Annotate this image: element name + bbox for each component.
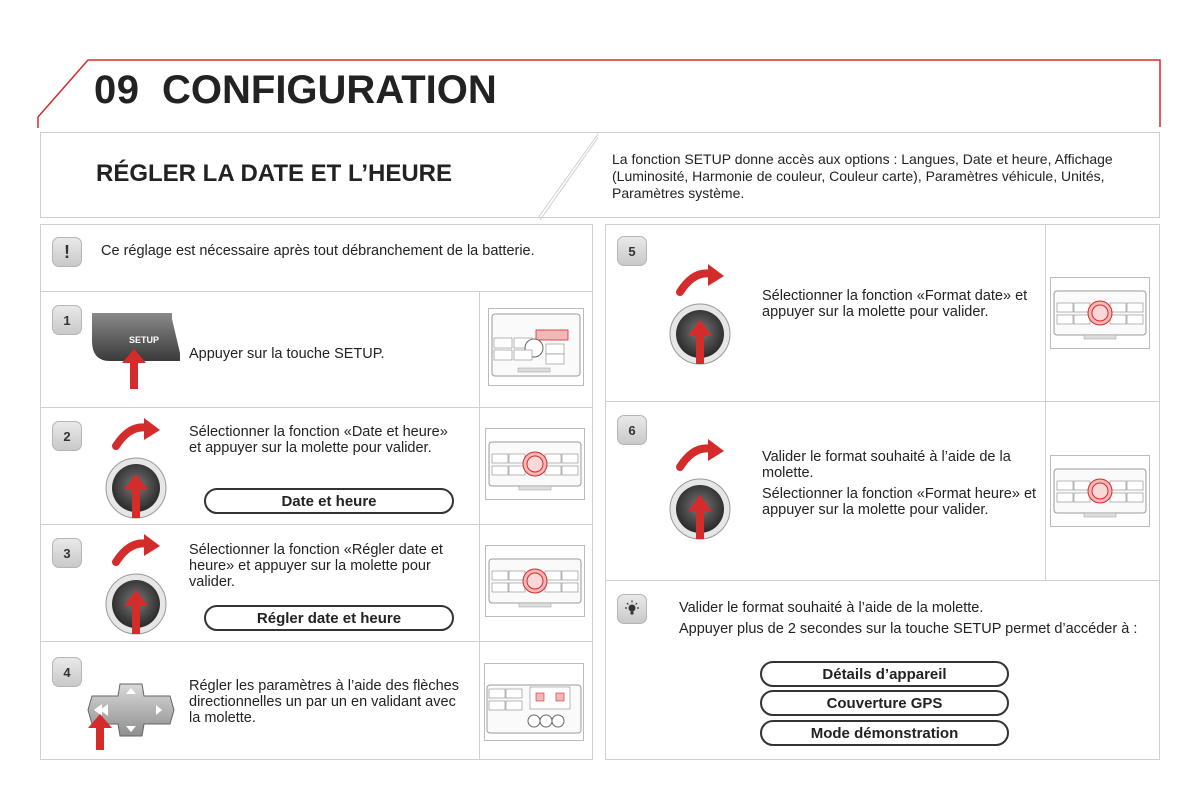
step-4-text: Régler les paramètres à l’aide des flèches directionnelles un par un en validant avec la molette. xyxy=(189,678,459,726)
chapter-title: CONFIGURATION xyxy=(162,68,497,112)
rotary-knob-icon xyxy=(668,262,738,366)
radio-panel-image xyxy=(1050,277,1150,349)
intro-text: La fonction SETUP donne accès aux options : Langues, Date et heure, Affichage (Luminosité, Harmonie de couleur, Couleur carte), Paramètres véhicule, Unités, Paramètres système. xyxy=(612,151,1113,201)
rotary-knob-icon xyxy=(104,532,174,636)
rotary-knob-icon xyxy=(668,437,738,541)
radio-panel-image xyxy=(1050,455,1150,527)
rotate-arrow-icon xyxy=(708,264,724,286)
step-2-badge: 2 xyxy=(52,421,82,451)
rotate-arrow-icon xyxy=(144,418,160,440)
radio-panel-image xyxy=(485,428,585,500)
chapter-number: 09 xyxy=(94,68,140,112)
step-1-text: Appuyer sur la touche SETUP. xyxy=(189,346,385,362)
section-title: RÉGLER LA DATE ET L’HEURE xyxy=(96,160,453,187)
tip-badge xyxy=(617,594,647,624)
option-details-appareil: Détails d’appareil xyxy=(760,661,1009,687)
warning-text: Ce réglage est nécessaire après tout débranchement de la batterie. xyxy=(101,243,535,259)
option-couverture-gps: Couverture GPS xyxy=(760,690,1009,716)
warning-badge: ! xyxy=(52,237,82,267)
step-6-badge: 6 xyxy=(617,415,647,445)
step-5-text: Sélectionner la fonction «Format date» et appuyer sur la molette pour valider. xyxy=(762,288,1028,320)
step-6-text-2: Sélectionner la fonction «Format heure» et appuyer sur la molette pour valider. xyxy=(762,486,1037,518)
step-6-text-1: Valider le format souhaité à l’aide de la molette. xyxy=(762,449,1011,481)
step-2-text: Sélectionner la fonction «Date et heure» et appuyer sur la molette pour valider. xyxy=(189,424,448,456)
step-3-badge: 3 xyxy=(52,538,82,568)
step-3-text: Sélectionner la fonction «Régler date et heure» et appuyer sur la molette pour valider. xyxy=(189,542,443,590)
rotary-knob-icon xyxy=(104,416,174,520)
option-date-et-heure: Date et heure xyxy=(204,488,454,514)
option-regler-date-et-heure: Régler date et heure xyxy=(204,605,454,631)
direction-pad-icon xyxy=(86,682,176,752)
step-4-badge: 4 xyxy=(52,657,82,687)
option-mode-demonstration: Mode démonstration xyxy=(760,720,1009,746)
rotate-arrow-icon xyxy=(144,534,160,556)
radio-panel-image xyxy=(488,308,584,386)
lightbulb-icon xyxy=(623,600,641,618)
tip-text-1: Valider le format souhaité à l’aide de la molette. xyxy=(679,600,984,616)
step-5-badge: 5 xyxy=(617,236,647,266)
tip-text-2: Appuyer plus de 2 secondes sur la touche SETUP permet d’accéder à : xyxy=(679,621,1138,637)
rotate-arrow-icon xyxy=(708,439,724,461)
radio-panel-image xyxy=(485,545,585,617)
setup-key-label: SETUP xyxy=(128,335,160,345)
radio-panel-image xyxy=(484,663,584,741)
step-1-badge: 1 xyxy=(52,305,82,335)
setup-key-icon xyxy=(90,311,182,393)
